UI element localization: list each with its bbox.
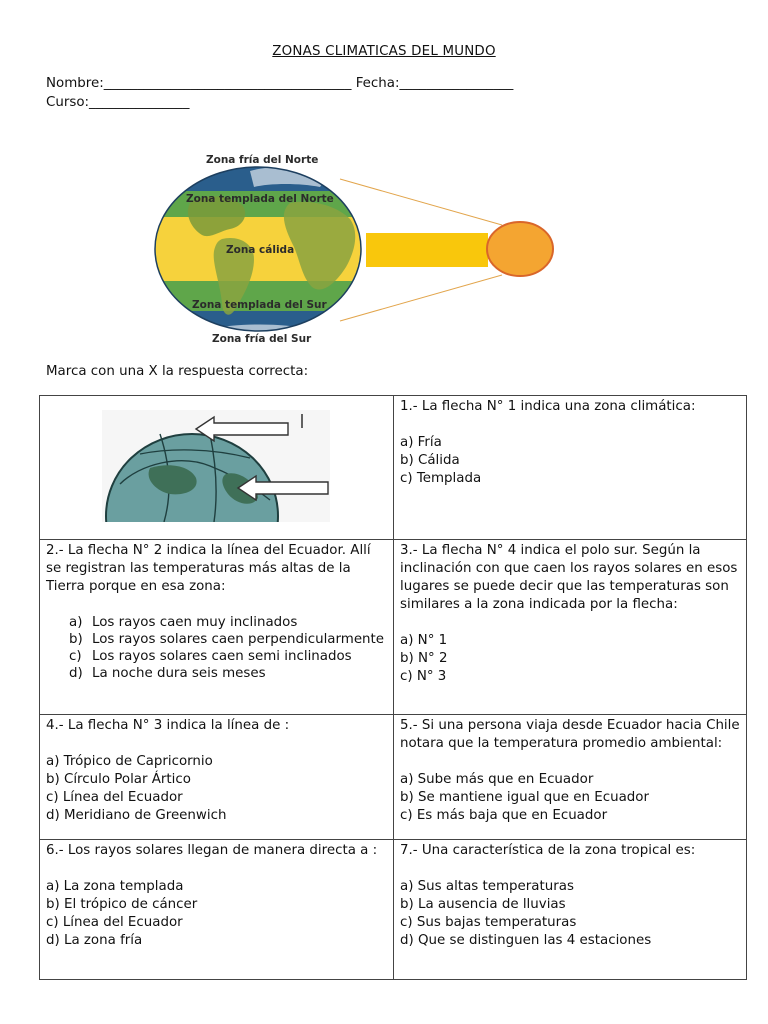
question-6-text: 6.- Los rayos solares llegan de manera directa a : [46,843,378,858]
q2-option-d[interactable] [69,665,387,682]
question-4-text: 4.- La flecha N° 3 indica la línea de : [46,718,290,733]
sun-ray-bottom [340,275,502,321]
q7-option-b[interactable]: b) La ausencia de lluvias [400,897,566,912]
question-3-text: 3.- La flecha N° 4 indica el polo sur. Según la inclinación con que caen los rayos solares en esos lugares se puede decir que las temperaturas son similares a la zona indicada por la flecha: [400,543,738,612]
question-1-cell [394,396,747,540]
question-6-cell [40,840,394,980]
label-warm-zone: Zona cálida [226,244,295,256]
question-5-text: 5.- Si una persona viaja desde Ecuador hacia Chile notara que la temperatura promedio ambiental: [400,718,740,751]
q2-option-a[interactable] [69,614,387,631]
sun-icon [487,222,553,276]
question-2-text: 2.- La flecha N° 2 indica la línea del Ecuador. Allí se registran las temperaturas más altas de la Tierra porque en esa zona: [46,543,371,594]
q6-option-a[interactable]: a) La zona templada [46,879,184,894]
q2-option-a-marker: a) [69,615,83,630]
arrows-globe-cell [40,396,394,540]
question-5-cell [394,715,747,840]
q6-option-b[interactable]: b) El trópico de cáncer [46,897,198,912]
q2-option-a-text: Los rayos caen muy inclinados [92,615,298,630]
q5-option-c[interactable]: c) Es más baja que en Ecuador [400,808,608,823]
q1-option-b[interactable]: b) Cálida [400,453,460,468]
question-2-cell [40,540,394,715]
q2-option-b-marker: b) [69,632,83,647]
worksheet-title: ZONAS CLIMATICAS DEL MUNDO [272,44,496,59]
q3-option-c[interactable]: c) N° 3 [400,669,447,684]
q3-option-b[interactable]: b) N° 2 [400,651,448,666]
q2-option-b[interactable] [69,631,387,648]
q2-option-c-text: Los rayos solares caen semi inclinados [92,649,352,664]
question-7-cell [394,840,747,980]
q2-option-c-marker: c) [69,649,82,664]
q7-option-d[interactable]: d) Que se distinguen las 4 estaciones [400,933,652,948]
direct-sunlight-beam [366,233,488,267]
q5-option-b[interactable]: b) Se mantiene igual que en Ecuador [400,790,649,805]
q2-option-d-marker: d) [69,666,83,681]
question-1-text: 1.- La flecha N° 1 indica una zona climática: [400,399,696,414]
questions-table [39,395,747,980]
q6-option-d[interactable]: d) La zona fría [46,933,143,948]
climate-zones-figure [150,143,560,353]
q4-option-a[interactable]: a) Trópico de Capricornio [46,754,213,769]
q4-option-c[interactable]: c) Línea del Ecuador [46,790,183,805]
q2-option-c[interactable] [69,648,387,665]
sun-ray-top [340,179,502,225]
question-4-cell [40,715,394,840]
course-line[interactable]: Curso:_______________ [46,95,190,110]
instruction-text: Marca con una X la respuesta correcta: [46,364,309,379]
q7-option-a[interactable]: a) Sus altas temperaturas [400,879,574,894]
q1-option-c[interactable]: c) Templada [400,471,482,486]
q2-option-b-text: Los rayos solares caen perpendicularmente [92,632,385,647]
question-3-cell [394,540,747,715]
q7-option-c[interactable]: c) Sus bajas temperaturas [400,915,577,930]
q2-option-d-text: La noche dura seis meses [92,666,266,681]
label-south-cold: Zona fría del Sur [212,333,312,345]
question-7-text: 7.- Una característica de la zona tropical es: [400,843,696,858]
label-north-cold: Zona fría del Norte [206,154,319,166]
arctic-ice [250,167,330,187]
q5-option-a[interactable]: a) Sube más que en Ecuador [400,772,594,787]
q3-option-a[interactable]: a) N° 1 [400,633,448,648]
q1-option-a[interactable]: a) Fría [400,435,442,450]
q6-option-c[interactable]: c) Línea del Ecuador [46,915,183,930]
arrows-globe-figure [100,404,332,522]
label-north-temperate: Zona templada del Norte [186,193,334,205]
q4-option-b[interactable]: b) Círculo Polar Ártico [46,772,191,787]
q4-option-d[interactable]: d) Meridiano de Greenwich [46,808,227,823]
label-south-temperate: Zona templada del Sur [192,299,327,311]
name-date-line[interactable]: Nombre:_____________________________________ Fecha:_________________ [46,76,514,91]
